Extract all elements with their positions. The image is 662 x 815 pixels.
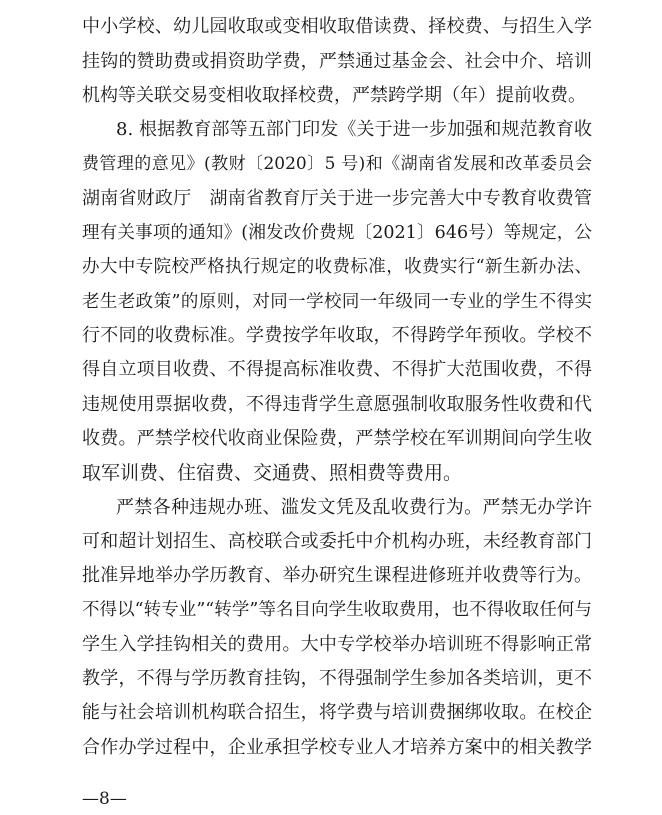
text-line: 得自立项目收费、不得提高标准收费、不得扩大范围收费，不得 [82, 359, 592, 380]
text-line: 能与社会培训机构联合招生，将学费与培训费捆绑收取。在校企 [82, 702, 592, 723]
text-line: 不得以“转专业”“转学”等名目向学生收取费用，也不得收取任何与 [82, 600, 592, 620]
text-line: 办大中专院校严格执行规定的收费标准，收费实行“新生新办法、 [82, 257, 592, 277]
text-line: 行不同的收费标准。学费按学年收取，不得跨学年预收。学校不 [82, 325, 592, 346]
page-number: —8— [82, 789, 127, 809]
paragraph-start-line: 8. 根据教育部等五部门印发《关于进一步加强和规范教育收 [116, 119, 592, 140]
text-line: 老生老政策”的原则，对同一学校同一年级同一专业的学生不得实 [82, 292, 592, 312]
text-line: 批准异地举办学历教育、举办研究生课程进修班并收费等行为。 [82, 565, 592, 586]
text-line: 机构等关联交易变相收取择校费，严禁跨学期（年）提前收费。 [82, 85, 586, 106]
text-line: 取军训费、住宿费、交通费、照相费等费用。 [82, 462, 463, 484]
text-line: 可和超计划招生、高校联合或委托中介机构办班，未经教育部门 [82, 531, 592, 552]
text-line: 违规使用票据收费，不得违背学生意愿强制收取服务性收费和代 [82, 394, 592, 415]
text-line: 中小学校、幼儿园收取或变相收取借读费、择校费、与招生入学 [82, 16, 592, 37]
text-line: 教学，不得与学历教育挂钩，不得强制学生参加各类培训，更不 [82, 668, 592, 689]
text-line: 挂钩的赞助费或捐资助学费，严禁通过基金会、社会中介、培训 [82, 51, 592, 72]
paragraph-start-line: 严禁各种违规办班、滥发文凭及乱收费行为。严禁无办学许 [116, 497, 592, 518]
text-line: 费管理的意见》(教财〔2020〕5 号)和《湖南省发展和改革委员会 [82, 154, 592, 174]
text-line: 收费。严禁学校代收商业保险费，严禁学校在军训期间向学生收 [82, 428, 592, 449]
text-line: 学生入学挂钩相关的费用。大中专学校举办培训班不得影响正常 [82, 634, 592, 655]
text-line: 合作办学过程中，企业承担学校专业人才培养方案中的相关教学 [82, 737, 592, 758]
text-line: 湖南省财政厅 湖南省教育厅关于进一步完善大中专教育收费管 [82, 188, 592, 209]
text-line: 理有关事项的通知》(湘发改价费规〔2021〕646号）等规定，公 [82, 223, 592, 243]
